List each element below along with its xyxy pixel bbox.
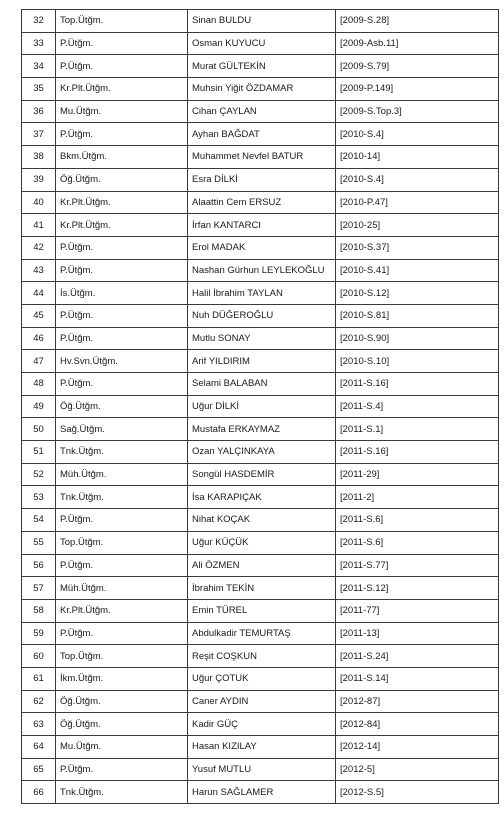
rank-cell: Top.Ütğm. (56, 531, 188, 554)
name-cell: Uğur ÇOTUK (188, 667, 336, 690)
row-number-cell: 65 (22, 758, 56, 781)
name-cell: Muhammet Nevfel BATUR (188, 146, 336, 169)
code-cell: [2011-2] (336, 486, 499, 509)
name-cell: Ayhan BAĞDAT (188, 123, 336, 146)
table-row (22, 645, 499, 668)
table-row (22, 781, 499, 804)
row-number-cell: 40 (22, 191, 56, 214)
rank-cell: Top.Ütğm. (56, 645, 188, 668)
table-row (22, 304, 499, 327)
row-number-cell: 45 (22, 304, 56, 327)
row-number-cell: 42 (22, 236, 56, 259)
row-number-cell: 33 (22, 32, 56, 55)
name-cell: Cihan ÇAYLAN (188, 100, 336, 123)
table-row (22, 282, 499, 305)
code-cell: [2011-29] (336, 463, 499, 486)
code-cell: [2011-S.16] (336, 373, 499, 396)
name-cell: Alaattin Cem ERSUZ (188, 191, 336, 214)
name-cell: İbrahim TEKİN (188, 577, 336, 600)
rank-cell: P.Ütğm. (56, 622, 188, 645)
rank-cell: Müh.Ütğm. (56, 577, 188, 600)
code-cell: [2010-S.90] (336, 327, 499, 350)
table-row (22, 373, 499, 396)
row-number-cell: 66 (22, 781, 56, 804)
code-cell: [2009-P.149] (336, 78, 499, 101)
table-row (22, 736, 499, 759)
row-number-cell: 37 (22, 123, 56, 146)
table-row (22, 758, 499, 781)
row-number-cell: 58 (22, 599, 56, 622)
name-cell: Abdulkadir TEMURTAŞ (188, 622, 336, 645)
name-cell: Erol MADAK (188, 236, 336, 259)
rank-cell: P.Ütğm. (56, 259, 188, 282)
rank-cell: Öğ.Ütğm. (56, 395, 188, 418)
rank-cell: Mu.Ütğm. (56, 736, 188, 759)
rank-cell: Kr.Plt.Ütğm. (56, 191, 188, 214)
code-cell: [2011-S.12] (336, 577, 499, 600)
table-row (22, 418, 499, 441)
code-cell: [2012-84] (336, 713, 499, 736)
name-cell: Nihat KOÇAK (188, 509, 336, 532)
table-row (22, 667, 499, 690)
row-number-cell: 46 (22, 327, 56, 350)
table-row (22, 509, 499, 532)
code-cell: [2011-S.6] (336, 509, 499, 532)
row-number-cell: 56 (22, 554, 56, 577)
row-number-cell: 51 (22, 441, 56, 464)
code-cell: [2009-S.79] (336, 55, 499, 78)
rank-cell: P.Ütğm. (56, 373, 188, 396)
code-cell: [2010-S.10] (336, 350, 499, 373)
rank-cell: İkm.Ütğm. (56, 667, 188, 690)
rank-cell: P.Ütğm. (56, 236, 188, 259)
rank-cell: İs.Ütğm. (56, 282, 188, 305)
name-cell: Sinan BULDU (188, 10, 336, 33)
table-row (22, 713, 499, 736)
rank-cell: P.Ütğm. (56, 554, 188, 577)
row-number-cell: 62 (22, 690, 56, 713)
code-cell: [2012-14] (336, 736, 499, 759)
rank-cell: Sağ.Ütğm. (56, 418, 188, 441)
table-body (22, 10, 499, 804)
row-number-cell: 64 (22, 736, 56, 759)
table-row (22, 350, 499, 373)
rank-cell: P.Ütğm. (56, 509, 188, 532)
rank-cell: Kr.Plt.Ütğm. (56, 78, 188, 101)
row-number-cell: 44 (22, 282, 56, 305)
table-row (22, 236, 499, 259)
rank-cell: P.Ütğm. (56, 758, 188, 781)
row-number-cell: 59 (22, 622, 56, 645)
rank-cell: P.Ütğm. (56, 55, 188, 78)
table-row (22, 395, 499, 418)
table-row (22, 10, 499, 33)
row-number-cell: 41 (22, 214, 56, 237)
table-row (22, 55, 499, 78)
table-row (22, 531, 499, 554)
name-cell: Ali ÖZMEN (188, 554, 336, 577)
row-number-cell: 39 (22, 168, 56, 191)
rank-cell: Tnk.Ütğm. (56, 486, 188, 509)
name-cell: İsa KARAPIÇAK (188, 486, 336, 509)
table-row (22, 327, 499, 350)
name-cell: Selami BALABAN (188, 373, 336, 396)
rank-cell: Müh.Ütğm. (56, 463, 188, 486)
name-cell: Nashan Gürhun LEYLEKOĞLU (188, 259, 336, 282)
table-row (22, 554, 499, 577)
row-number-cell: 47 (22, 350, 56, 373)
rank-cell: Mu.Ütğm. (56, 100, 188, 123)
code-cell: [2012-S.5] (336, 781, 499, 804)
row-number-cell: 63 (22, 713, 56, 736)
row-number-cell: 43 (22, 259, 56, 282)
table-row (22, 259, 499, 282)
rank-cell: Öğ.Ütğm. (56, 713, 188, 736)
rank-cell: P.Ütğm. (56, 304, 188, 327)
name-cell: Kadir GÜÇ (188, 713, 336, 736)
row-number-cell: 49 (22, 395, 56, 418)
table-row (22, 486, 499, 509)
name-cell: Reşit COŞKUN (188, 645, 336, 668)
code-cell: [2011-13] (336, 622, 499, 645)
code-cell: [2010-S.4] (336, 168, 499, 191)
name-cell: Harun SAĞLAMER (188, 781, 336, 804)
name-cell: Murat GÜLTEKİN (188, 55, 336, 78)
name-cell: Arif YILDIRIM (188, 350, 336, 373)
row-number-cell: 54 (22, 509, 56, 532)
table-row (22, 78, 499, 101)
code-cell: [2009-S.Top.3] (336, 100, 499, 123)
row-number-cell: 35 (22, 78, 56, 101)
rank-cell: P.Ütğm. (56, 327, 188, 350)
row-number-cell: 34 (22, 55, 56, 78)
table-row (22, 577, 499, 600)
table-row (22, 599, 499, 622)
code-cell: [2012-5] (336, 758, 499, 781)
name-cell: Mustafa ERKAYMAZ (188, 418, 336, 441)
rank-cell: Tnk.Ütğm. (56, 781, 188, 804)
name-cell: Caner AYDIN (188, 690, 336, 713)
row-number-cell: 36 (22, 100, 56, 123)
name-cell: Yusuf MUTLU (188, 758, 336, 781)
table-row (22, 441, 499, 464)
code-cell: [2010-S.41] (336, 259, 499, 282)
rank-cell: Bkm.Ütğm. (56, 146, 188, 169)
code-cell: [2011-S.14] (336, 667, 499, 690)
code-cell: [2009-Asb.11] (336, 32, 499, 55)
row-number-cell: 32 (22, 10, 56, 33)
personnel-table (21, 9, 499, 804)
code-cell: [2010-P.47] (336, 191, 499, 214)
name-cell: Nuh DÜĞEROĞLU (188, 304, 336, 327)
name-cell: Halil İbrahim TAYLAN (188, 282, 336, 305)
name-cell: Ozan YALÇINKAYA (188, 441, 336, 464)
rank-cell: Kr.Plt.Ütğm. (56, 599, 188, 622)
rank-cell: Tnk.Ütğm. (56, 441, 188, 464)
table-row (22, 191, 499, 214)
row-number-cell: 60 (22, 645, 56, 668)
row-number-cell: 52 (22, 463, 56, 486)
table-row (22, 214, 499, 237)
code-cell: [2011-S.16] (336, 441, 499, 464)
name-cell: Osman KUYUCU (188, 32, 336, 55)
rank-cell: Öğ.Ütğm. (56, 168, 188, 191)
row-number-cell: 57 (22, 577, 56, 600)
table-row (22, 100, 499, 123)
name-cell: Hasan KIZILAY (188, 736, 336, 759)
code-cell: [2011-S.77] (336, 554, 499, 577)
rank-cell: P.Ütğm. (56, 123, 188, 146)
name-cell: Uğur DİLKİ (188, 395, 336, 418)
code-cell: [2011-S.4] (336, 395, 499, 418)
rank-cell: Hv.Svn.Ütğm. (56, 350, 188, 373)
code-cell: [2010-S.12] (336, 282, 499, 305)
table-row (22, 690, 499, 713)
code-cell: [2010-14] (336, 146, 499, 169)
name-cell: Esra DİLKİ (188, 168, 336, 191)
table-row (22, 168, 499, 191)
rank-cell: Kr.Plt.Ütğm. (56, 214, 188, 237)
row-number-cell: 61 (22, 667, 56, 690)
name-cell: Emin TÜREL (188, 599, 336, 622)
row-number-cell: 53 (22, 486, 56, 509)
code-cell: [2010-S.37] (336, 236, 499, 259)
name-cell: Songül HASDEMİR (188, 463, 336, 486)
name-cell: Uğur KÜÇÜK (188, 531, 336, 554)
row-number-cell: 50 (22, 418, 56, 441)
row-number-cell: 55 (22, 531, 56, 554)
code-cell: [2010-25] (336, 214, 499, 237)
name-cell: Muhsin Yiğit ÖZDAMAR (188, 78, 336, 101)
code-cell: [2011-S.6] (336, 531, 499, 554)
code-cell: [2009-S.28] (336, 10, 499, 33)
row-number-cell: 38 (22, 146, 56, 169)
code-cell: [2010-S.81] (336, 304, 499, 327)
name-cell: Mutlu SONAY (188, 327, 336, 350)
table-row (22, 146, 499, 169)
row-number-cell: 48 (22, 373, 56, 396)
table-row (22, 463, 499, 486)
code-cell: [2011-S.1] (336, 418, 499, 441)
table-row (22, 123, 499, 146)
name-cell: İrfan KANTARCI (188, 214, 336, 237)
rank-cell: Top.Ütğm. (56, 10, 188, 33)
rank-cell: P.Ütğm. (56, 32, 188, 55)
table-row (22, 32, 499, 55)
code-cell: [2012-87] (336, 690, 499, 713)
table-row (22, 622, 499, 645)
code-cell: [2010-S.4] (336, 123, 499, 146)
rank-cell: Öğ.Ütğm. (56, 690, 188, 713)
code-cell: [2011-S.24] (336, 645, 499, 668)
code-cell: [2011-77] (336, 599, 499, 622)
